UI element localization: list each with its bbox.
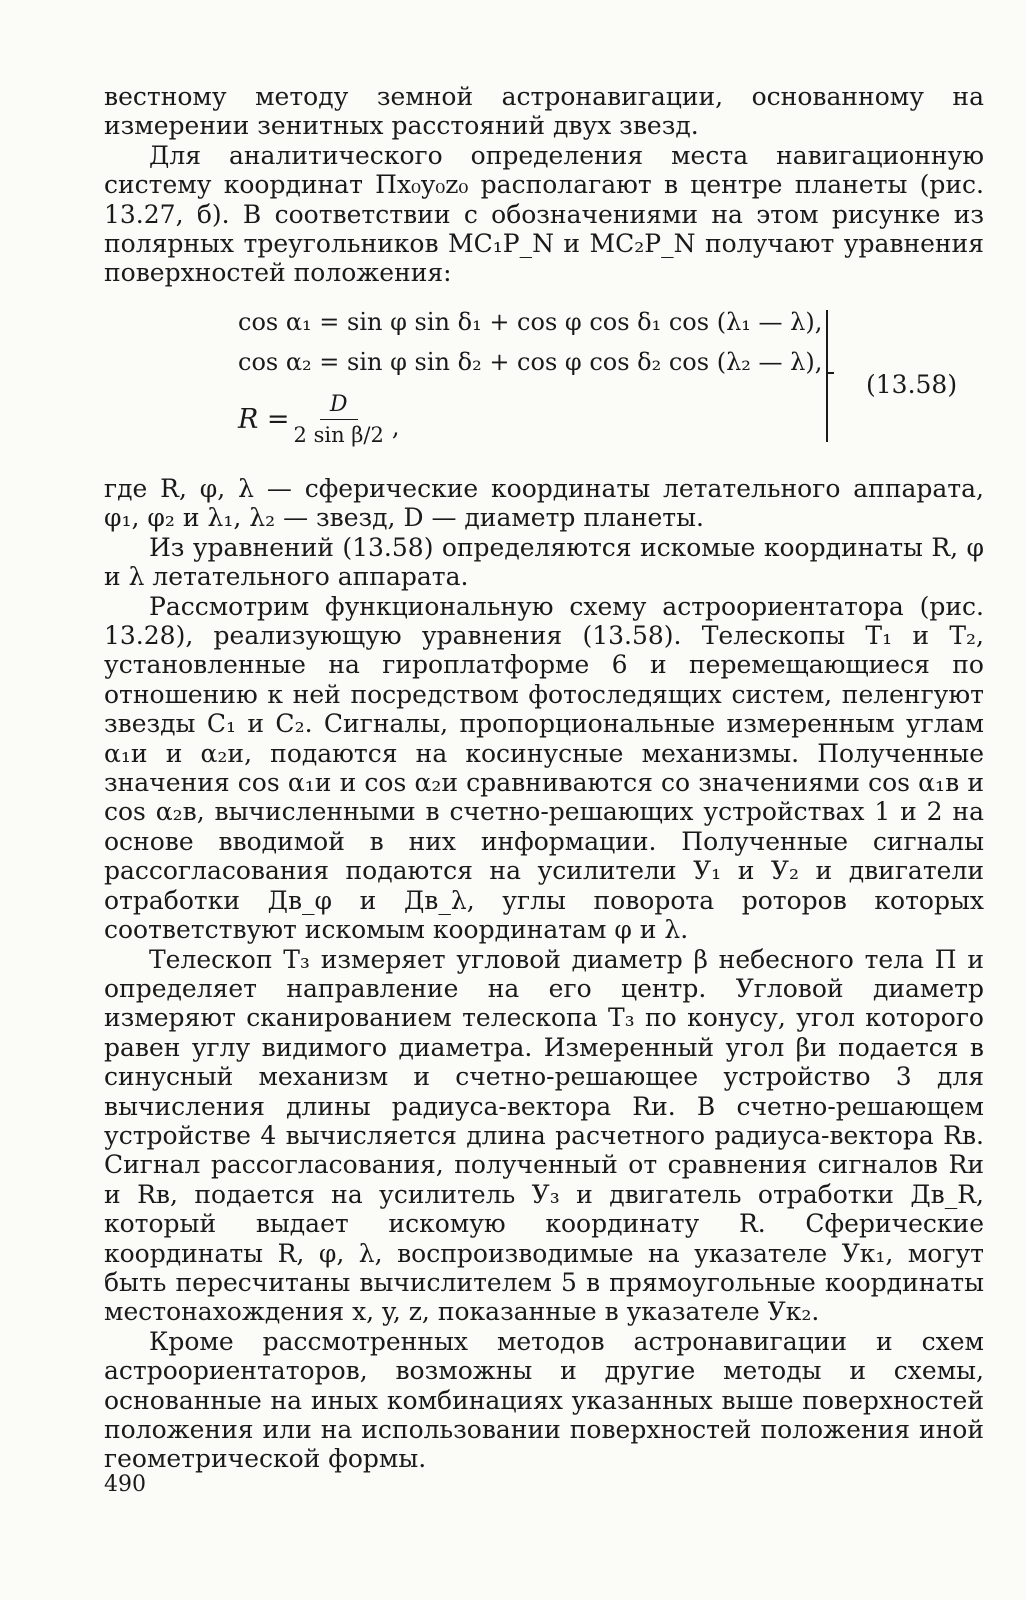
paragraph-conclusion: Кроме рассмотренных методов астронавигации и схем астроориентаторов, возможны и другие методы и схемы, основанные на иных комбинациях указанных выше поверхностей положения или на использовании поверхностей положения иной геометрической формы. — [104, 1326, 984, 1474]
equation-line-1: cos α₁ = sin φ sin δ₁ + cos φ cos δ₁ cos (λ₁ — λ), — [238, 308, 823, 336]
equation-13-58 — [238, 308, 978, 458]
equation-line-2: cos α₂ = sin φ sin δ₂ + cos φ cos δ₂ cos (λ₂ — λ), — [238, 348, 823, 376]
paragraph-variables: где R, φ, λ — сферические координаты летательного аппарата, φ₁, φ₂ и λ₁, λ₂ — звезд, D — диаметр планеты. — [104, 474, 984, 533]
paragraph-continuation: вестному методу земной астронавигации, основанному на измерении зенитных расстояний двух звезд. — [104, 82, 984, 141]
paragraph-coordinates: Из уравнений (13.58) определяются искомые координаты R, φ и λ летательного аппарата. — [104, 532, 984, 592]
text-bottom — [104, 474, 984, 1474]
equation-line-3 — [238, 392, 400, 447]
paragraph-telescope-t3: Телескоп Т₃ измеряет угловой диаметр β небесного тела П и определяет направление на его центр. Угловой диаметр измеряют сканированием телескопа Т₃ по конусу, угол которого равен углу видимого диаметра. Измеренный угол βи подается в синусный механизм и счетно-решающее устройство 3 для вычисления длины радиуса-вектора Rи. В счетно-решающем устройстве 4 вычисляется длина расчетного радиуса-вектора Rв. Сигнал рассогласования, полученный от сравнения сигналов Rи и Rв, подается на усилитель У₃ и двигатель отработки Дв_R, который выдает искомую координату R. Сферические координаты R, φ, λ, воспроизводимые на указателе Ук₁, могут быть пересчитаны вычислителем 5 в прямоугольные координаты местонахождения x, y, z, показанные в указателе Ук₂. — [104, 944, 984, 1327]
equation-number: (13.58) — [866, 370, 958, 399]
equation-comma: , — [391, 412, 400, 441]
fraction-denominator: 2 sin β/2 — [293, 423, 384, 447]
fraction-numerator: D — [320, 392, 358, 420]
paragraph-analytic-method: Для аналитического определения места навигационную систему координат Пx₀y₀z₀ располагают в центре планеты (рис. 13.27, б). В соответствии с обозначениями на этом рисунке из полярных треугольников MC₁P_N и MC₂P_N получают уравнения поверхностей положения: — [104, 140, 984, 288]
paragraph-functional-scheme: Рассмотрим функциональную схему астроориентатора (рис. 13.28), реализующую уравнения (13.58). Телескопы T₁ и T₂, установленные на гироплатформе 6 и перемещающиеся по отношению к ней посредством фотоследящих систем, пеленгуют звезды C₁ и C₂. Сигналы, пропорциональные измеренным углам α₁и и α₂и, подаются на косинусные механизмы. Полученные значения cos α₁и и cos α₂и сравниваются со значениями cos α₁в и cos α₂в, вычисленными в счетно-решающих устройствах 1 и 2 на основе вводимой в них информации. Полученные сигналы рассогласования подаются на усилители У₁ и У₂ и двигатели отработки Дв_φ и Дв_λ, углы поворота роторов которых соответствуют искомым координатам φ и λ. — [104, 591, 984, 945]
right-brace — [816, 310, 828, 442]
equation-lhs: R = — [238, 404, 290, 435]
fraction — [294, 392, 384, 447]
text-top — [104, 82, 984, 288]
page-number: 490 — [104, 1472, 146, 1497]
